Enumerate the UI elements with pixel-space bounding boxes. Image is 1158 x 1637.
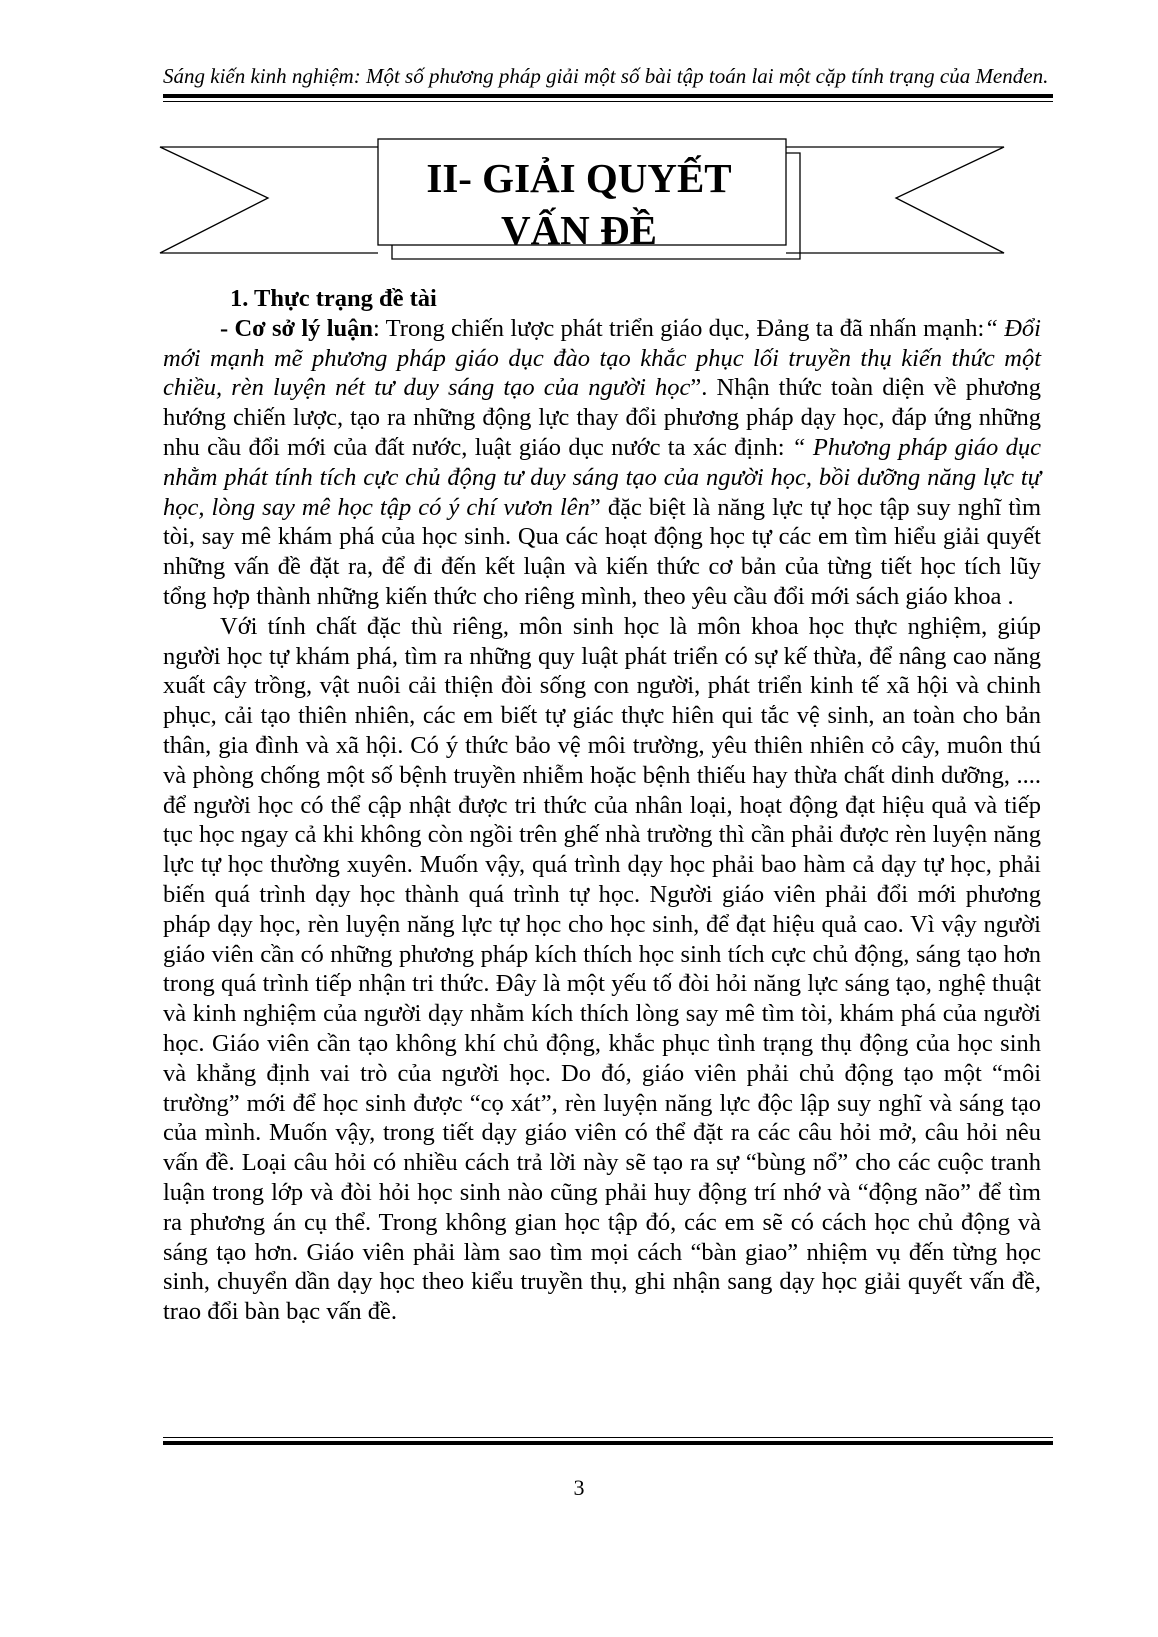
banner-title-line-2: VẤN ĐỀ <box>500 207 658 253</box>
header-rule-thick <box>163 94 1053 98</box>
paragraph-mid-text: ”. Nhận thức toàn diện về phương hướng chiến lược, tạo ra những động lực thay đổi phương pháp dạy học, đáp ứng những nhu cầu đổi mới của đất nước, luật giáo dục nước ta xác định: <box>163 374 1041 461</box>
running-header: Sáng kiến kinh nghiệm: Một số phương pháp giải một số bài tập toán lai một cặp tính trạng của Menđen. <box>163 64 1049 88</box>
paragraph-biology-subject: Với tính chất đặc thù riêng, môn sinh học là môn khoa học thực nghiệm, giúp người học tự khám phá, tìm ra những quy luật phát triển có sự kế thừa, để nâng cao năng xuất cây trồng, vật nuôi cải thiện đòi sống con người, phát triển kinh tế xã hội và chinh phục, cải tạo thiên nhiên, các em biết tự giác thực hiên qui tắc vệ sinh, an toàn cho bản thân, gia đình và xã hội. Có ý thức bảo vệ môi trường, yêu thiên nhiên cỏ cây, muôn thú và phòng chống một số bệnh truyền nhiễm hoặc bệnh thiếu hay thừa chất dinh dưỡng, .... để người học có thể cập nhật được tri thức của nhân loại, hoạt động đạt hiệu quả và tiếp tục học ngay cả khi không còn ngồi trên ghế nhà trường thì cần phải được rèn luyện năng lực tự học thường xuyên. Muốn vậy, quá trình dạy học phải bao hàm cả dạy tự học, phải biến quá trình dạy học thành quá trình tự học. Người giáo viên phải đổi mới phương pháp dạy học, rèn luyện năng lực tự học cho học sinh, để đạt hiệu quả cao. Vì vậy người giáo viên cần có những phương pháp kích thích học sinh tích cực chủ động, sáng tạo hơn trong quá trình tiếp nhận tri thức. Đây là một yếu tố đòi hỏi năng lực sáng tạo, nghệ thuật và kinh nghiệm của người dạy nhằm kích thích lòng say mê tìm tòi, khám phá của người học. Giáo viên cần tạo không khí chủ động, khắc phục tình trạng thụ động của học sinh và khẳng định vai trò của người học. Do đó, giáo viên phải chủ động tạo một “môi trường” mới để học sinh được “cọ xát”, rèn luyện năng lực độc lập suy nghĩ và sáng tạo của mình. Muốn vậy, trong tiết dạy giáo viên có thể đặt ra các câu hỏi mở, câu hỏi nêu vấn đề. Loại câu hỏi có nhiều cách trả lời này sẽ tạo ra sự “bùng nổ” cho các cuộc tranh luận trong lớp và đòi hỏi học sinh nào cũng phải huy động trí nhớ và “động não” để tìm ra phương án cụ thể. Trong không gian học tập đó, các em sẽ có cách học chủ động và sáng tạo hơn. Giáo viên phải làm sao tìm mọi cách “bàn giao” nhiệm vụ đến từng học sinh, chuyển dần dạy học theo kiểu truyền thụ, ghi nhận sang dạy học giải quyết vấn đề, trao đổi bàn bạc vấn đề. <box>163 612 1041 1326</box>
page-number: 3 <box>573 1475 585 1500</box>
banner-right-tail <box>786 147 1004 253</box>
header-rule-thin <box>163 101 1053 102</box>
paragraph-theoretical-basis <box>163 314 1041 612</box>
section-body <box>163 284 1041 1327</box>
quote-party-directive: “ Đổi mới mạnh mẽ phương pháp giáo dục đào tạo khắc phục lối truyền thụ kiến thức một chiều, rèn luyện nét tư duy sáng tạo của người học <box>163 314 1041 402</box>
quote-education-law: “ Phương pháp giáo dục nhằm phát tính tích cực chủ động tư duy sáng tạo của người học, bồi dưỡng năng lực tự học, lòng say mê học tập có ý chí vươn lên <box>163 433 1042 521</box>
banner-left-tail <box>160 147 378 253</box>
footer-rule-thin <box>163 1437 1053 1438</box>
banner-title-line-1: II- GIẢI QUYẾT <box>426 155 732 201</box>
paragraph-lead-text: : Trong chiến lược phát triển giáo dục, Đảng ta đã nhấn mạnh: <box>373 314 985 342</box>
banner-title <box>398 152 760 256</box>
section-heading: 1. Thực trạng đề tài <box>230 285 437 312</box>
paragraph-lead-label: - Cơ sở lý luận <box>220 314 374 342</box>
paragraph-tail-text: ” đặc biệt là năng lực tự học tập suy nghĩ tìm tòi, say mê khám phá của học sinh. Qua các hoạt động học tự các em tìm hiểu giải quyết những vấn đề đặt ra, để đi đến kết luận và kiến thức cơ bản của từng tiết học tích lũy tổng hợp thành những kiến thức cho riêng mình, theo yêu cầu đổi mới sách giáo khoa . <box>163 493 1042 610</box>
footer-rule-thick <box>163 1441 1053 1445</box>
